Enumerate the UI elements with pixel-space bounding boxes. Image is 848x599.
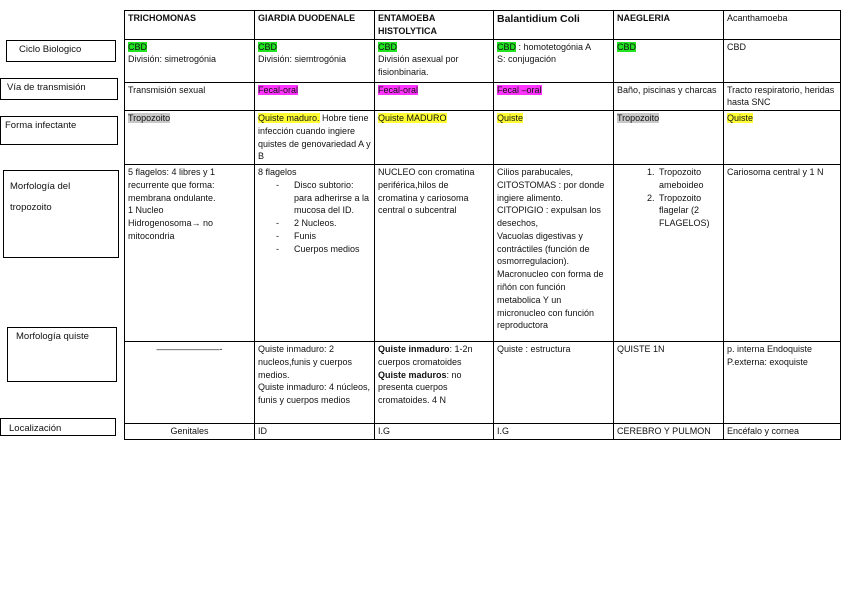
cell-morfo-quiste-balantidium: Quiste : estructura	[494, 342, 614, 424]
cbd-tag: CBD	[128, 41, 148, 52]
cell-ciclo-entamoeba	[375, 39, 494, 82]
list-item: 1. Tropozoito ameboideo	[657, 166, 720, 192]
row-label-localizacion	[0, 418, 116, 436]
text-line: p. interna Endoquiste	[727, 344, 813, 355]
cell-forma-balantidium	[494, 111, 614, 165]
text-line: CITOPIGIO : expulsan los desechos,	[497, 205, 601, 229]
ciclo-text: División: simetrogónia	[128, 54, 217, 65]
header-giardia: GIARDIA DUODENALE	[255, 11, 375, 40]
cbd-tag: CBD	[617, 41, 637, 52]
cell-forma-giardia	[255, 111, 375, 165]
row-label-morfo-tro-line1: Morfología del	[10, 181, 71, 192]
text-line: Cilios parabucales,	[497, 167, 574, 178]
list-item: - Disco subtorio: para adherirse a la mucosa del ID.	[258, 179, 371, 217]
forma-highlight: Tropozoito	[617, 113, 660, 124]
ciclo-text: S: conjugación	[497, 54, 557, 65]
cbd-tag: CBD	[378, 41, 398, 52]
parasite-comparison-table	[124, 10, 841, 440]
cell-via-naegleria: Baño, piscinas y charcas	[614, 82, 724, 111]
row-label-via	[0, 78, 118, 100]
cell-morfo-tro-naegleria	[614, 165, 724, 342]
cell-ciclo-acantha	[724, 39, 841, 82]
text-line: 1 Nucleo	[128, 205, 164, 216]
giardia-features-list	[258, 179, 371, 256]
ciclo-text: División asexual por fisionbinaria.	[378, 54, 459, 78]
row-label-morfo-tro-line2: tropozoito	[10, 201, 52, 213]
table-row-localizacion	[125, 424, 841, 440]
cell-loc-tricho: Genitales	[125, 424, 255, 440]
row-label-morfologia-quiste	[7, 327, 117, 382]
row-label-ciclo-text: Ciclo Biologico	[19, 44, 82, 55]
table-row-via	[125, 82, 841, 111]
bold-term: Quiste inmaduro	[378, 344, 450, 355]
cell-morfo-quiste-giardia	[255, 342, 375, 424]
header-trichomonas: TRICHOMONAS	[125, 11, 255, 40]
cell-morfo-quiste-tricho: ———————-	[125, 342, 255, 424]
cell-ciclo-naegleria	[614, 39, 724, 82]
text-line: Macronucleo con forma de riñón con función metabolica Y un micronucleo con función reproductora	[497, 269, 604, 331]
text-line: CITOSTOMAS : por donde ingiere alimento.	[497, 179, 605, 203]
cell-morfo-tro-acantha: Cariosoma central y 1 N	[724, 165, 841, 342]
text-span: : no presenta cuerpos cromatoides. 4 N	[378, 369, 462, 406]
cell-loc-naegleria: CEREBRO Y PULMON	[614, 424, 724, 440]
table-row-ciclo	[125, 39, 841, 82]
cbd-tag: CBD	[497, 41, 517, 52]
table-row-header	[125, 11, 841, 40]
table-row-morfologia-tropozoito	[125, 165, 841, 342]
text-line: Vacuolas digestivas y contráctiles (función de osmorregulacion).	[497, 230, 590, 267]
cell-via-acantha: Tracto respiratorio, heridas hasta SNC	[724, 82, 841, 111]
bold-term: Quiste maduros	[378, 369, 447, 380]
row-label-ciclo	[6, 40, 116, 62]
ciclo-text: : homotetogónia A	[516, 41, 592, 52]
cell-morfo-tro-balantidium	[494, 165, 614, 342]
list-item: - Funis	[258, 230, 371, 243]
cell-loc-giardia: ID	[255, 424, 375, 440]
forma-highlight: Quiste MADURO	[378, 113, 447, 124]
cbd-tag: CBD	[258, 41, 278, 52]
ciclo-text: CBD	[727, 41, 747, 52]
forma-highlight: Quiste	[727, 113, 754, 124]
cell-via-entamoeba	[375, 82, 494, 111]
row-label-morfo-quiste-text: Morfología quiste	[16, 331, 89, 342]
cell-morfo-tro-giardia	[255, 165, 375, 342]
table-row-morfologia-quiste	[125, 342, 841, 424]
cell-morfo-quiste-entamoeba	[375, 342, 494, 424]
forma-text: Hobre tiene infección cuando ingiere quistes de genovariedad A y B	[258, 113, 371, 162]
via-highlight: Fecal-oral	[258, 84, 299, 95]
row-label-localizacion-text: Localización	[9, 423, 62, 434]
cell-forma-acantha	[724, 111, 841, 165]
via-highlight: Fecal –oral	[497, 84, 542, 95]
via-highlight: Fecal-oral	[378, 84, 419, 95]
cell-loc-acantha: Encéfalo y cornea	[724, 424, 841, 440]
text-line: Quiste inmaduro: 4 núcleos, funis y cuerpos medios	[258, 382, 371, 406]
header-balantidium: Balantidium Coli	[494, 11, 614, 40]
text-span: : 1-2n cuerpos cromatoides	[378, 344, 473, 367]
cell-loc-balantidium: I.G	[494, 424, 614, 440]
list-item: 2. Tropozoito flagelar (2 FLAGELOS)	[657, 192, 720, 230]
text-line: Hidrogenosoma→ no mitocondria	[128, 218, 214, 241]
text-line: Quiste inmaduro: 2 nucleos,funis y cuerpos medios.	[258, 344, 353, 380]
forma-highlight: Quiste	[497, 113, 524, 124]
list-item: - Cuerpos medios	[258, 243, 371, 256]
cell-morfo-tro-entamoeba: NUCLEO con cromatina periférica,hilos de cromatina y cariosoma central o subcentral	[375, 165, 494, 342]
cell-morfo-tro-tricho	[125, 165, 255, 342]
cell-morfo-quiste-naegleria: QUISTE 1N	[614, 342, 724, 424]
text-line: 8 flagelos	[258, 167, 297, 178]
naegleria-forms-list	[617, 166, 720, 230]
table-row-forma	[125, 111, 841, 165]
cell-via-balantidium	[494, 82, 614, 111]
text-line: P.externa: exoquiste	[727, 356, 808, 367]
text-line: 5 flagelos: 4 libres y 1 recurrente que forma: membrana ondulante.	[128, 167, 216, 203]
header-acanthamoeba: Acanthamoeba	[724, 11, 841, 40]
cell-morfo-quiste-acantha	[724, 342, 841, 424]
forma-highlight: Quiste maduro.	[258, 113, 320, 124]
cell-ciclo-tricho	[125, 39, 255, 82]
list-item: - 2 Nucleos.	[258, 217, 371, 230]
row-label-morfologia-tropozoito	[3, 170, 119, 258]
forma-highlight: Tropozoito	[128, 113, 171, 124]
header-naegleria: NAEGLERIA	[614, 11, 724, 40]
ciclo-text: División: siemtrogónia	[258, 54, 347, 65]
cell-via-tricho: Transmisión sexual	[125, 82, 255, 111]
header-entamoeba: ENTAMOEBA HISTOLYTICA	[375, 11, 494, 40]
cell-ciclo-balantidium	[494, 39, 614, 82]
cell-forma-naegleria	[614, 111, 724, 165]
cell-loc-entamoeba: I.G	[375, 424, 494, 440]
row-label-via-text: Vía de transmisión	[7, 82, 86, 93]
cell-via-giardia	[255, 82, 375, 111]
row-label-forma-text: Forma infectante	[5, 120, 77, 131]
row-label-forma	[0, 116, 118, 145]
cell-forma-tricho	[125, 111, 255, 165]
cell-forma-entamoeba	[375, 111, 494, 165]
cell-ciclo-giardia	[255, 39, 375, 82]
